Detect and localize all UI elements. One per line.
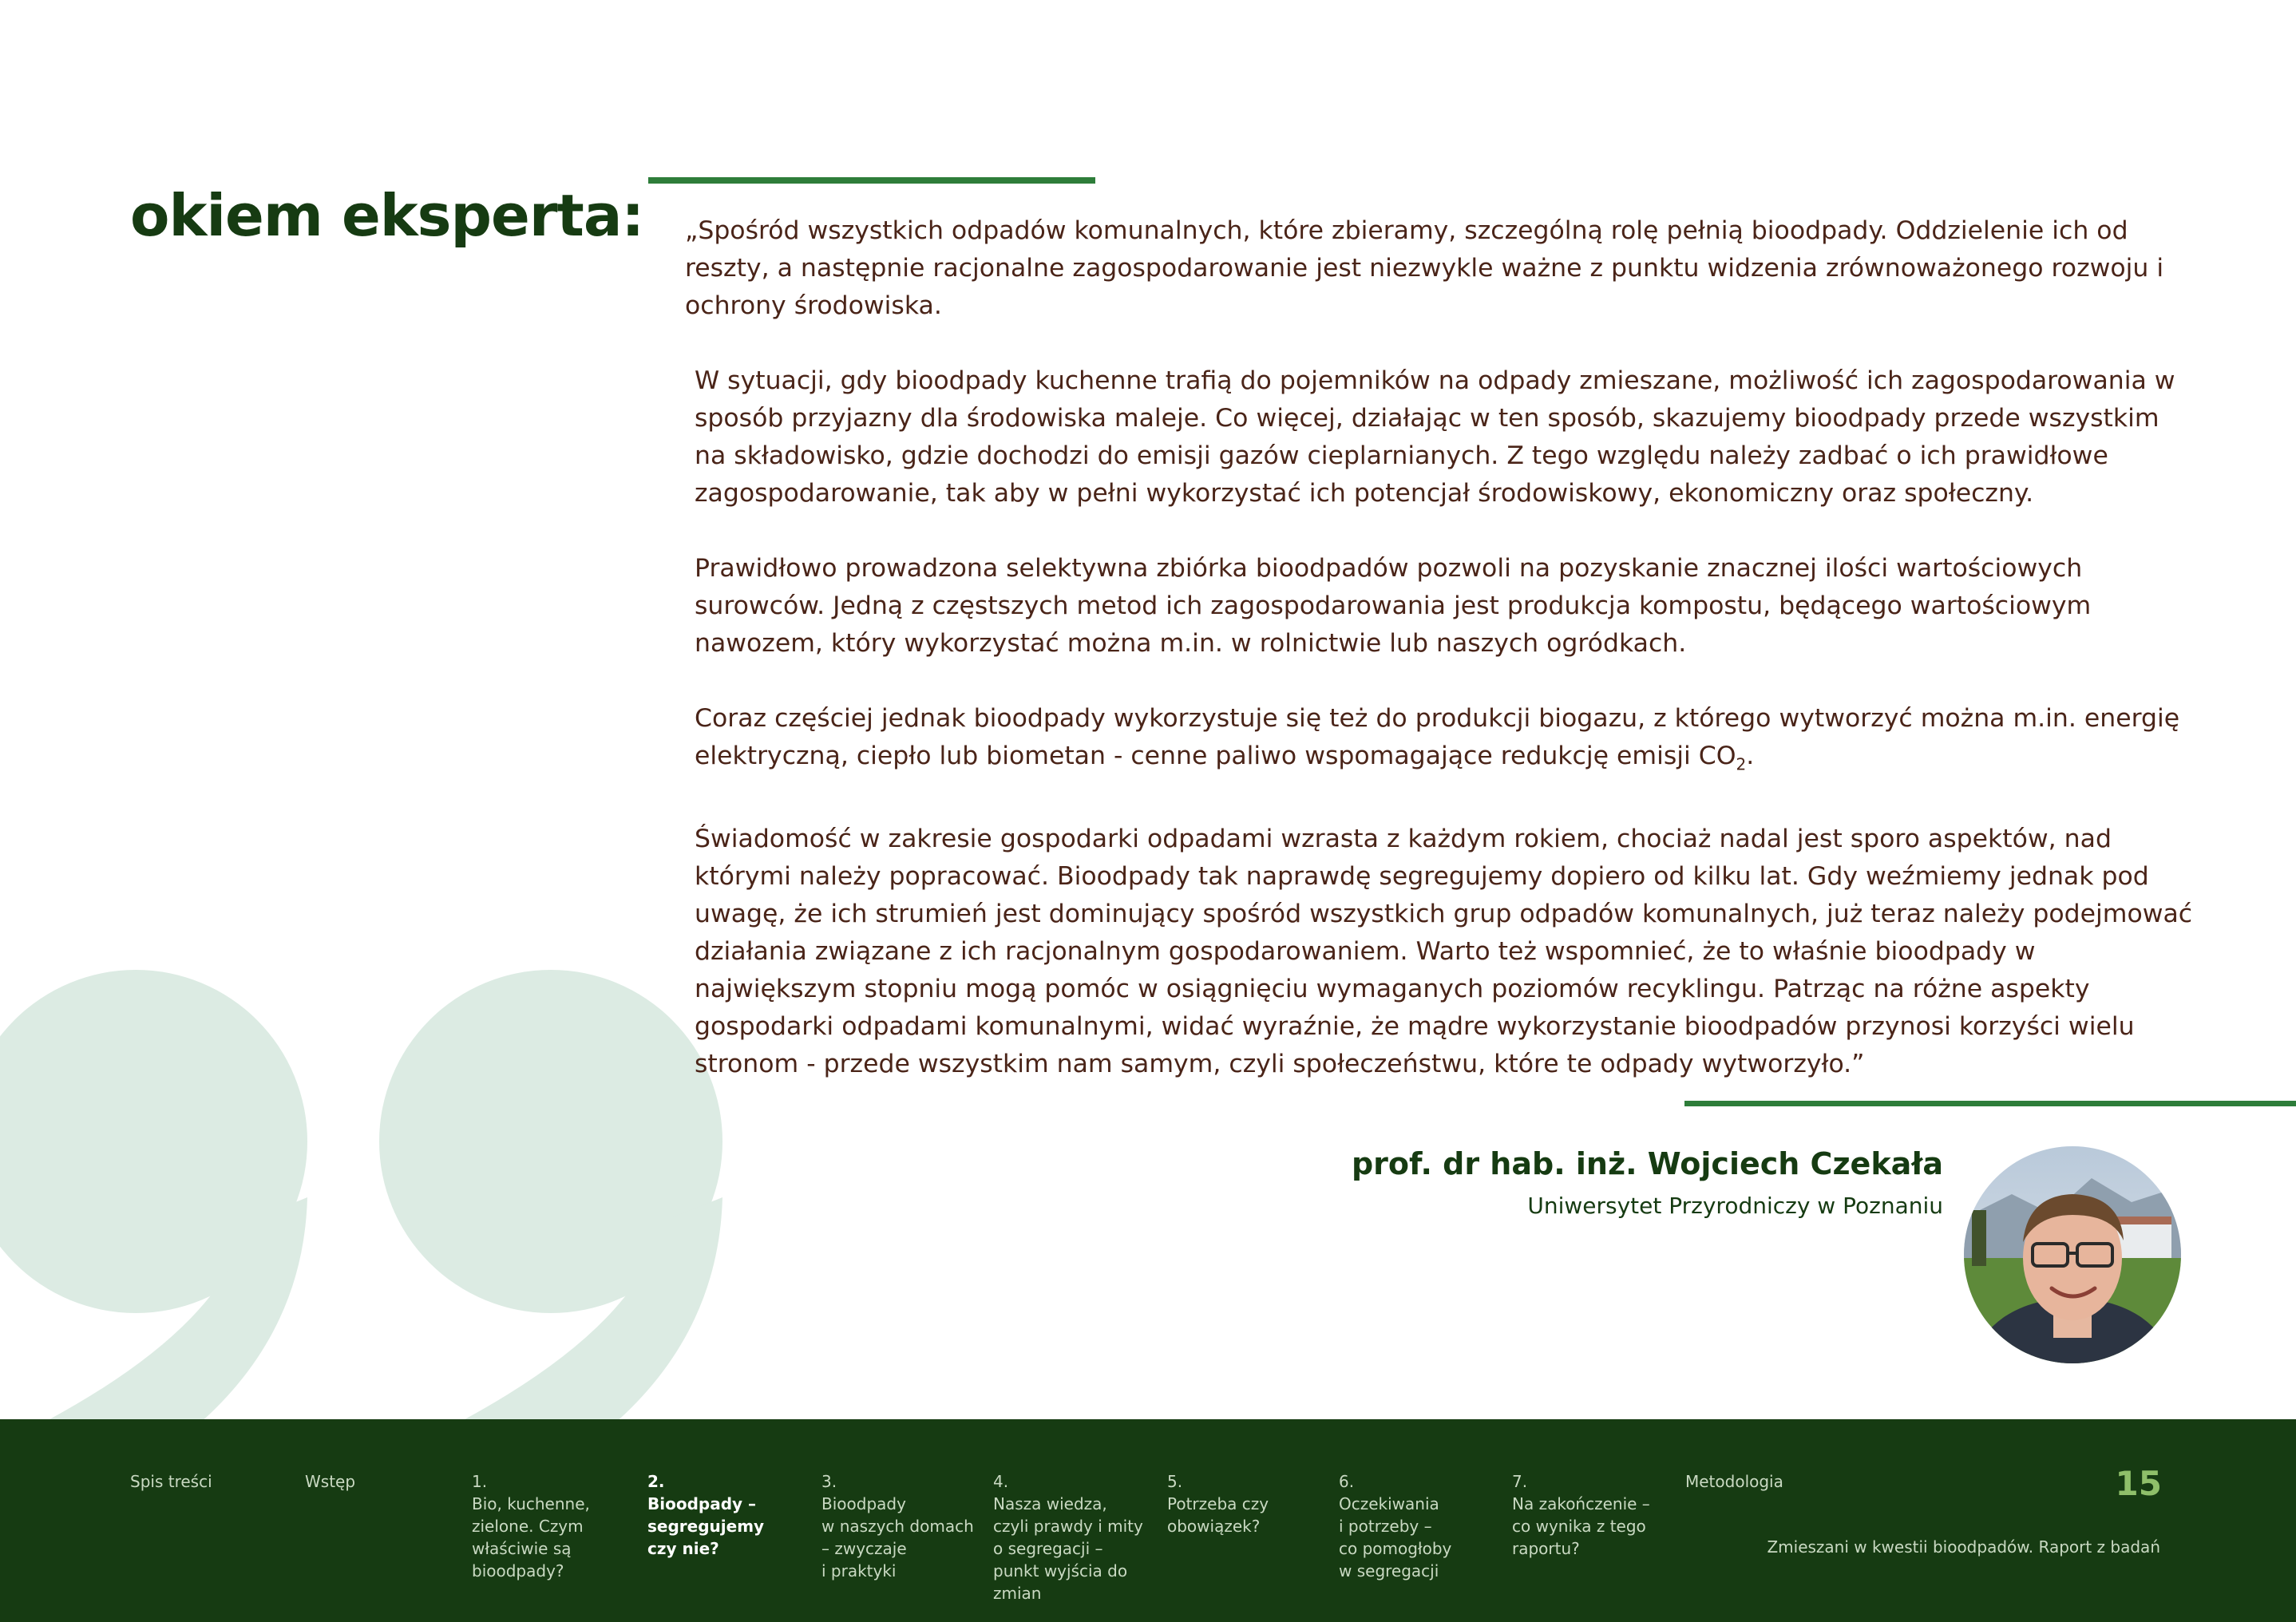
quote-paragraph-co2 (677, 700, 2194, 783)
nav-item-chapter-2[interactable]: 2. Bioodpady – segregujemy czy nie? (647, 1472, 765, 1558)
top-accent-rule (648, 177, 1095, 184)
co2-subscript: 2 (1736, 754, 1747, 774)
quote-paragraph-text: Coraz częściej jednak bioodpady wykorzystuje się też do produkcji biogazu, z którego wytworzyć można m.in. energię elektryczną, ciepło lub biometan - cenne paliwo wspomagające redukcję emisji CO (695, 704, 2180, 770)
footer-nav-bar (0, 1419, 2296, 1622)
nav-item-chapter-1[interactable]: 1. Bio, kuchenne, zielone. Czym właściwie są bioodpady? (472, 1472, 590, 1580)
section-heading: okiem eksperta: (130, 182, 644, 249)
author-affiliation: Uniwersytet Przyrodniczy w Poznaniu (1527, 1193, 1943, 1219)
bottom-accent-rule (1684, 1101, 2296, 1106)
nav-item-methodology[interactable]: Metodologia (1685, 1472, 1783, 1491)
author-photo (1964, 1146, 2181, 1363)
quote-paragraph: Prawidłowo prowadzona selektywna zbiórka bioodpadów pozwoli na pozyskanie znacznej ilości wartościowych surowców. Jedną z częstszych metod ich zagospodarowania jest produkcja kompostu, będącego wartościowym nawozem, który wykorzystać można m.in. w rolnictwie lub naszych ogródkach. (695, 554, 2092, 658)
nav-item-chapter-3[interactable]: 3. Bioodpady w naszych domach – zwyczaje i praktyki (821, 1472, 974, 1580)
nav-item-chapter-5[interactable]: 5. Potrzeba czy obowiązek? (1167, 1472, 1269, 1536)
nav-item-chapter-7[interactable]: 7. Na zakończenie – co wynika z tego raportu? (1512, 1472, 1650, 1558)
quote-paragraph: W sytuacji, gdy bioodpady kuchenne trafią do pojemników na odpady zmieszane, możliwość ich zagospodarowania w sposób przyjazny dla środowiska maleje. Co więcej, działając w ten sposób, skazujemy bioodpady przede wszystkim na składowisko, gdzie dochodzi do emisji gazów cieplarnianych. Z tego względu należy zadbać o ich prawidłowe zagospodarowanie, tak aby w pełni wykorzystać ich potencjał środowiskowy, ekonomiczny oraz społeczny. (695, 366, 2175, 508)
quote-paragraph: „Spośród wszystkich odpadów komunalnych, które zbieramy, szczególną rolę pełnią bioodpady. Oddzielenie ich od reszty, a następnie racjonalne zagospodarowanie jest niezwykle ważne z punktu widzenia zrównoważonego rozwoju i ochrony środowiska. (685, 216, 2164, 320)
expert-quote (677, 212, 2194, 1121)
nav-item-chapter-6[interactable]: 6. Oczekiwania i potrzeby – co pomogłoby w segregacji (1339, 1472, 1452, 1580)
quote-paragraph: Świadomość w zakresie gospodarki odpadami wzrasta z każdym rokiem, chociaż nadal jest sporo aspektów, nad którymi należy popracować. Bioodpady tak naprawdę segregujemy dopiero od kilku lat. Gdy weźmiemy jednak pod uwagę, że ich strumień jest dominujący spośród wszystkich grup odpadów komunalnych, już teraz należy podejmować działania związane z ich racjonalnym gospodarowaniem. Warto też wspomnieć, że to właśnie bioodpady w największym stopniu mogą pomóc w osiągnięciu wymaganych poziomów recyklingu. Patrząc na różne aspekty gospodarki odpadami komunalnymi, widać wyraźnie, że mądre wykorzystanie bioodpadów przynosi korzyści wielu stronom - przede wszystkim nam samym, czyli społeczeństwu, które te odpady wytworzyło.” (695, 825, 2193, 1079)
closing-quote-mark-icon (0, 958, 750, 1437)
nav-item-chapter-4[interactable]: 4. Nasza wiedza, czyli prawdy i mity o segregacji – punkt wyjścia do zmian (993, 1472, 1143, 1603)
co2-period: . (1746, 742, 1755, 770)
nav-item-table-of-contents[interactable]: Spis treści (130, 1472, 212, 1491)
nav-item-introduction[interactable]: Wstęp (305, 1472, 356, 1491)
report-title: Zmieszani w kwestii bioodpadów. Raport z badań (1767, 1537, 2160, 1557)
page-number: 15 (2115, 1464, 2162, 1503)
author-name: prof. dr hab. inż. Wojciech Czekała (1351, 1146, 1943, 1181)
